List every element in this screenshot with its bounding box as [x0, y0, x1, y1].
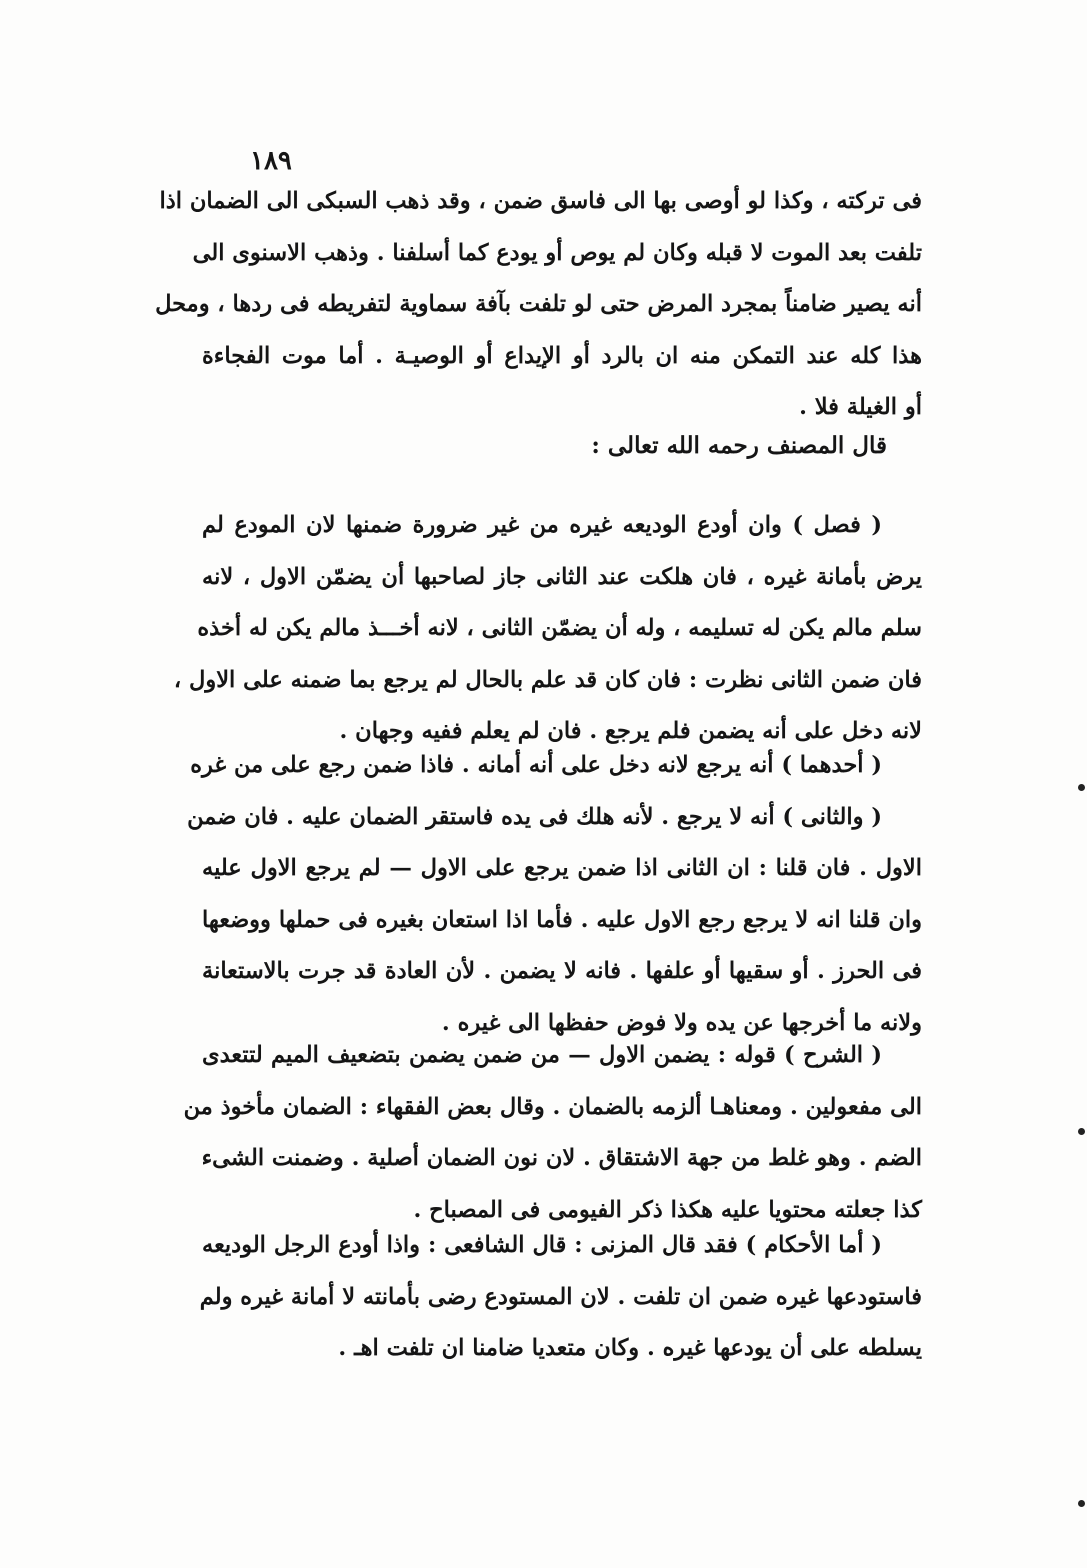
paragraph-ahkam: [199, 1220, 922, 1375]
page-number: ١٨٩: [250, 146, 292, 176]
text-line: الاول . فان قلنا : ان الثانى اذا ضمن يرجع على الاول — لم يرجع الاول عليه: [202, 855, 922, 881]
text-line: فى تركته ، وكذا لو أوصى بها الى فاسق ضمن ، وقد ذهب السبكى الى الضمان اذا: [159, 188, 922, 214]
text-line: فاستودعها غيره ضمن ان تلفت . لان المستودع رضى بأمانته لا أمانة غيره ولم: [199, 1283, 922, 1310]
text-line: هذا كله عند التمكن منه ان بالرد أو الإيداع أو الوصيـة . أما موت الفجاءة: [202, 342, 922, 369]
paragraph-sharh: [183, 1030, 922, 1236]
paragraph-wajhan: [187, 740, 922, 1049]
text-line: الضم . وهو غلط من جهة الاشتقاق . لان نون الضمان أصلية . وضمنت الشىء: [201, 1145, 922, 1171]
text-line: أو الغيلة فلا .: [799, 394, 922, 420]
text-line: ولانه ما أخرجها عن يده ولا فوض حفظها الى غيره .: [441, 1009, 922, 1036]
text-line: يرض بأمانة غيره ، فان هلكت عند الثانى جاز لصاحبها أن يضمّن الاول ، لانه: [202, 563, 922, 590]
text-line: فان ضمن الثانى نظرت : فان كان قد علم بالحال لم يرجع بما ضمنه على الاول ،: [173, 666, 922, 693]
text-line: يسلطه على أن يودعها غيره . وكان متعديا ضامنا ان تلفت اهـ .: [338, 1335, 922, 1361]
text-line: وان قلنا انه لا يرجع رجع الاول عليه . فأما اذا استعان بغيره فى حملها ووضعها: [202, 906, 922, 933]
text-line: سلم مالم يكن له تسليمه ، وله أن يضمّن الثانى ، لانه أخـــذ مالم يكن له أخذه: [197, 615, 922, 641]
scan-margin-mark: [1078, 1500, 1085, 1507]
text-line: ( الشرح ) قوله : يضمن الاول — من ضمن يضمن بتضعيف الميم لتتعدى: [202, 1042, 882, 1068]
text-line: الى مفعولين . ومعناهـا ألزمه بالضمان . وقال بعض الفقهاء : الضمان مأخوذ من: [183, 1093, 922, 1120]
section-heading: قال المصنف رحمه الله تعالى :: [591, 432, 887, 459]
scan-margin-mark: [1078, 1128, 1085, 1135]
paragraph-intro: [155, 176, 922, 434]
text-line: ( أحدهما ) أنه يرجع لانه دخل على أنه أمانه . فاذا ضمن رجع على من غره: [190, 752, 882, 778]
text-line: أنه يصير ضامناً بمجرد المرض حتى لو تلفت بآفة سماوية لتفريطه فى ردها ، ومحل: [155, 291, 922, 317]
text-line: ( والثانى ) أنه لا يرجع . لأنه هلك فى يده فاستقر الضمان عليه . فان ضمن: [187, 803, 882, 830]
text-line: لانه دخل على أنه يضمن فلم يرجع . فان لم يعلم ففيه وجهان .: [339, 718, 922, 744]
paragraph-fasl: [173, 500, 922, 758]
text-line: ( أما الأحكام ) فقد قال المزنى : قال الشافعى : واذا أودع الرجل الوديعه: [202, 1232, 882, 1258]
text-line: فى الحرز . أو سقيها أو علفها . فانه لا يضمن . لأن العادة قد جرت بالاستعانة: [202, 958, 922, 984]
scan-margin-mark: [1078, 784, 1085, 791]
text-line: كذا جعلته محتويا عليه هكذا ذكر الفيومى فى المصباح .: [413, 1196, 922, 1223]
text-line: ( فصل ) وان أودع الوديعه غيره من غير ضرورة ضمنها لان المودع لم: [202, 512, 882, 538]
text-line: تلفت بعد الموت لا قبله وكان لم يوص أو يودع كما أسلفنا . وذهب الاسنوى الى: [192, 239, 922, 266]
